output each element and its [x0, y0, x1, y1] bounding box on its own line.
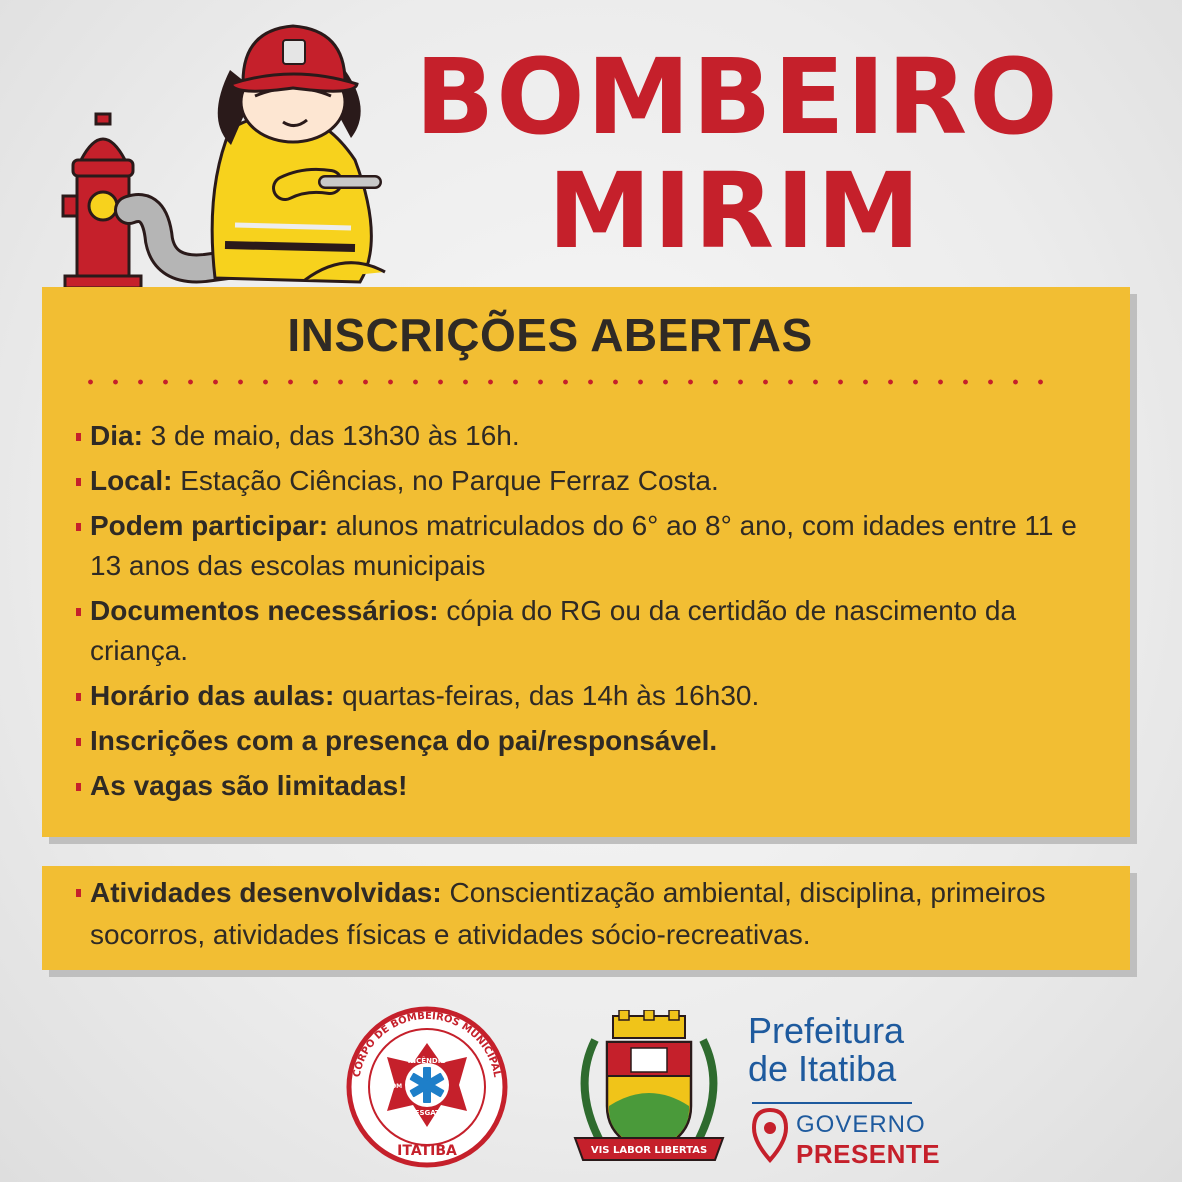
fire-department-seal: [337, 1005, 517, 1170]
list-item: [76, 676, 1106, 716]
item-text: quartas-feiras, das 14h às 16h30.: [334, 680, 760, 711]
dotted-divider: [78, 377, 1048, 387]
coat-motto: VIS LABOR LIBERTAS: [590, 1145, 708, 1156]
seal-left-mark: 40M: [387, 1083, 403, 1090]
list-item: [76, 721, 1106, 761]
info-list: [76, 416, 1106, 811]
logo-divider: [752, 1102, 912, 1104]
item-label: Dia:: [90, 420, 143, 451]
coat-of-arms-icon: [565, 1010, 733, 1168]
prefeitura-line-1: Prefeitura: [748, 1010, 905, 1051]
prefeitura-line-2: de Itatiba: [748, 1048, 897, 1089]
seal-ring-text: CORPO DE BOMBEIROS MUNICIPAL: [351, 1010, 503, 1079]
activities-text: Conscientização ambiental, disciplina, primeiros socorros, atividades físicas e atividades sócio-recreativas.: [90, 877, 1046, 950]
list-item: [76, 506, 1106, 586]
list-item: [76, 416, 1106, 456]
page-title: [415, 36, 1060, 272]
activities-list: [76, 872, 1136, 961]
title-line-1: BOMBEIRO: [415, 36, 1060, 158]
item-text: Estação Ciências, no Parque Ferraz Costa.: [172, 465, 719, 496]
item-label: Podem participar:: [90, 510, 329, 541]
presente-label: PRESENTE: [796, 1139, 941, 1169]
firefighter-mascot-illustration: [55, 10, 455, 295]
location-pin-icon: [752, 1108, 788, 1164]
item-label: As vagas são limitadas!: [90, 770, 408, 801]
activities-label: Atividades desenvolvidas:: [90, 877, 442, 908]
item-label: Documentos necessários:: [90, 595, 439, 626]
item-text: alunos matriculados do 6° ao 8° ano, com idades entre 11 e 13 anos das escolas municipais: [90, 510, 1077, 581]
governo-label: GOVERNO: [796, 1111, 926, 1138]
seal-bottom-label: RESGATE: [409, 1109, 445, 1117]
prefeitura-logo: [748, 1012, 904, 1088]
item-text: 3 de maio, das 13h30 às 16h.: [142, 420, 520, 451]
list-item: [76, 766, 1106, 806]
seal-top-label: INCÊNDIO: [407, 1057, 447, 1065]
item-label: Inscrições com a presença do pai/responsável.: [90, 725, 718, 756]
panel-heading: INSCRIÇÕES ABERTAS: [287, 309, 813, 361]
title-line-2: MIRIM: [547, 150, 923, 272]
seal-city: ITATIBA: [397, 1143, 457, 1159]
item-label: Local:: [90, 465, 173, 496]
list-item: [76, 591, 1106, 671]
item-label: Horário das aulas:: [90, 680, 335, 711]
item-text: cópia do RG ou da certidão de nascimento da criança.: [90, 595, 1017, 666]
list-item: [76, 872, 1136, 956]
list-item: [76, 461, 1106, 501]
